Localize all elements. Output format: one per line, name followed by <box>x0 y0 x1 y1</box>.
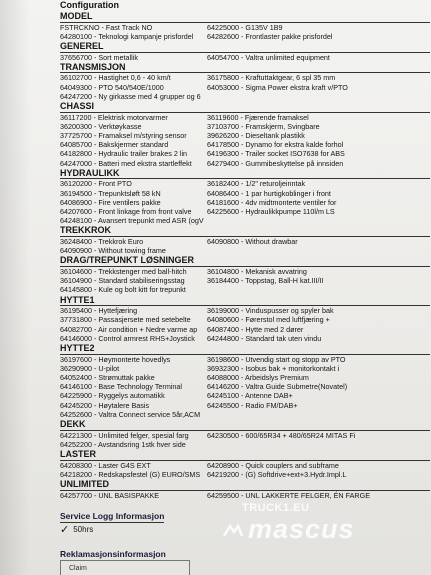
config-item: 64225000 - G135V 1B9 <box>207 22 283 32</box>
config-item: 64252200 - Avstandsring 1stk hver side <box>60 439 186 449</box>
config-item: 64145800 - Kule og bolt kitt for trepunkt <box>60 285 186 295</box>
config-item: 64259500 - UNL LAKKERTE FELGER, ÉN FARGE <box>207 490 370 500</box>
config-item: 64146200 - Valtra Guide Submetre(Novatel) <box>207 382 348 392</box>
config-item: 64279400 - Gummibeskyttelse på innsiden <box>207 158 344 168</box>
config-row <box>60 364 430 373</box>
config-item: 64207600 - Front linkage from front valve <box>60 207 192 217</box>
config-item: 36104900 - Standard stabiliseringsstag <box>60 276 185 286</box>
config-item: 64252600 - Valtra Connect service 5år,ACM <box>60 409 201 419</box>
config-item: 64282600 - Frontlaster pakke prisfordel <box>207 31 333 41</box>
config-row <box>60 401 430 410</box>
config-row <box>60 431 430 440</box>
config-item: 64248100 - Avansert trepunkt med ASR (ogV <box>60 216 204 226</box>
config-item: 36932300 - Isobus bak + monitorkontakt i <box>207 363 340 373</box>
config-item: 36119600 - Fjærende framaksel <box>207 112 309 122</box>
config-row <box>60 140 430 149</box>
service-value: 50hrs <box>73 524 94 534</box>
config-row <box>60 470 430 479</box>
section-header: MODEL <box>60 11 430 23</box>
config-item: 64245100 - Antenne DAB+ <box>207 391 293 401</box>
config-item: 64196300 - Trailer socket ISO7638 for ABS <box>207 149 345 159</box>
config-item: 36198600 - Utvendig start og stopp av PTO <box>207 354 346 364</box>
config-row <box>60 355 430 364</box>
config-item: 37103700 - Framskjerm, Svingbare <box>207 121 320 131</box>
config-item: 64054700 - Valtra unlimited equipment <box>207 52 330 62</box>
config-item: 36195400 - Hyttefjæring <box>60 306 138 316</box>
config-item: 64244800 - Standard tak uten vindu <box>207 333 322 343</box>
watermark-small: TRUCK1.EU <box>242 502 310 514</box>
config-item <box>207 285 430 294</box>
claim-table-header <box>60 560 190 575</box>
config-row <box>60 131 430 140</box>
config-item: 64053000 - Sigma Power ekstra kraft v/PTO <box>207 82 348 92</box>
config-item: 36248400 - Trekkrok Euro <box>60 237 144 247</box>
config-item: 36200300 - Verktøykasse <box>60 121 142 131</box>
config-row <box>60 334 430 343</box>
check-icon: ✓ <box>60 523 70 536</box>
config-row <box>60 113 430 122</box>
config-row <box>60 440 430 449</box>
config-item: 37725700 - Framaksel m/styring sensor <box>60 131 187 140</box>
config-item: 64178500 - Dynamo for ekstra kalde forhol <box>207 140 344 150</box>
config-item: 64052400 - Strømuttak pakke <box>60 373 155 383</box>
config-item: 64080600 - Førerstol med luftfjæring + <box>207 315 330 325</box>
config-row <box>60 73 430 82</box>
config-item: 64088000 - Arbeidslys Premium <box>207 373 309 383</box>
config-row <box>60 32 430 41</box>
config-row <box>60 373 430 382</box>
config-row <box>60 92 430 101</box>
config-item: 64090900 - Without towing frame <box>60 246 166 256</box>
config-item <box>207 216 430 225</box>
section-header: LASTER <box>60 449 430 461</box>
config-row <box>60 315 430 324</box>
section-header: CHASSI <box>60 101 430 113</box>
config-row <box>60 325 430 334</box>
config-row <box>60 285 430 294</box>
config-item: 36194500 - Trepunktsløft 58 kN <box>60 188 161 198</box>
section-header: DRAG/TREPUNKT LØSNINGER <box>60 255 430 267</box>
config-row <box>60 179 430 188</box>
config-item: 64085700 - Bakskjermer standard <box>60 140 169 150</box>
config-row <box>60 216 430 225</box>
doc-title: Configuration <box>60 0 119 10</box>
config-item: 64257700 - UNL BASISPAKKE <box>60 490 160 500</box>
config-item: 36104800 - Mekanisk avvatring <box>207 267 307 277</box>
config-item: 64181600 - 4dv midtmonterte ventiler for <box>207 197 337 207</box>
watermark <box>222 502 427 544</box>
config-row <box>60 237 430 246</box>
config-row <box>60 267 430 276</box>
config-item: 64049300 - PTO 540/540E/1000 <box>60 82 164 92</box>
config-row <box>60 410 430 419</box>
config-row <box>60 246 430 255</box>
section-header: HYTTE2 <box>60 343 430 355</box>
section-header: GENEREL <box>60 41 430 53</box>
config-row <box>60 83 430 92</box>
config-item: 36102700 - Hastighet 0,6 - 40 km/t <box>60 73 171 83</box>
config-row <box>60 149 430 158</box>
section-header: TRANSMISJON <box>60 62 430 74</box>
config-item: 64225900 - Ryggelys automatikk <box>60 391 165 401</box>
config-row <box>60 391 430 400</box>
claim-column: Claim <box>69 565 87 572</box>
config-item: 64087400 - Hytte med 2 dører <box>207 324 304 334</box>
watermark-big <box>222 514 427 544</box>
config-item: 64230500 - 600/65R34 + 480/65R24 MITAS Fi <box>207 430 356 440</box>
config-row <box>60 23 430 32</box>
config-item: 36199000 - Vinduspusser og spyler bak <box>207 306 334 316</box>
config-row <box>60 276 430 285</box>
config-item: 36182400 - 1/2" returoljeinntak <box>207 179 306 189</box>
config-row <box>60 461 430 470</box>
config-list <box>60 0 430 562</box>
config-item <box>207 92 430 101</box>
config-item: 64225600 - Hydraulikkpumpe 110l/m LS <box>207 207 335 217</box>
config-item: 64208900 - Quick couplers and subframe <box>207 460 339 470</box>
config-item <box>207 440 430 449</box>
config-row <box>60 198 430 207</box>
config-item: 36120200 - Front PTO <box>60 179 132 189</box>
claims-title: Reklamasjonsinformasjon <box>60 548 166 559</box>
config-item: 64082700 - Air condition + Nedre varme ap <box>60 324 198 334</box>
config-item: 64090800 - Without drawbar <box>207 237 298 247</box>
mascus-logo-icon <box>222 524 244 538</box>
section-header: DEKK <box>60 419 430 431</box>
config-item: 36175800 - Kraftuttaktgear, 6 spl 35 mm <box>207 73 336 83</box>
config-item: 36290900 - U-pilot <box>60 363 120 373</box>
config-row <box>60 491 430 500</box>
section-header: HYDRAULIKK <box>60 168 430 180</box>
config-item: 64221300 - Unlimited felger, spesial farg <box>60 430 189 440</box>
page-shadow <box>0 0 30 575</box>
config-row <box>60 53 430 62</box>
config-item: 64247200 - Ny girkasse med 4 grupper og 6 <box>60 91 201 101</box>
sections-container <box>60 11 430 500</box>
config-item: 64280100 - Teknologi kampanje prisfordel <box>60 31 194 41</box>
config-row <box>60 306 430 315</box>
config-item: 64245500 - Radio FM/DAB+ <box>207 400 298 410</box>
config-item: 64208300 - Laster G4S EXT <box>60 460 151 470</box>
section-header: HYTTE1 <box>60 295 430 307</box>
config-item: 36197600 - Høymonterte hovedlys <box>60 354 171 364</box>
config-item: 36184400 - Toppstag, Ball-H kat.III/II <box>207 276 324 286</box>
config-row <box>60 382 430 391</box>
config-item: 36117200 - Elektrisk motorvarmer <box>60 112 168 122</box>
config-item <box>207 410 430 419</box>
config-item: 64247000 - Batteri med ekstra startleffekt <box>60 158 192 168</box>
config-item: 64086900 - Fire ventilers pakke <box>60 197 161 207</box>
config-item: 64146000 - Control armrest RHS+Joystick <box>60 333 195 343</box>
section-header: UNLIMITED <box>60 479 430 491</box>
config-item: 39626200 - Dieseltank plastikk <box>207 131 305 140</box>
config-item: 37731800 - Passasjersete med setebelte <box>60 315 191 325</box>
watermark-text: mascus <box>248 514 355 544</box>
config-item: FSTRCKNO - Fast Track NO <box>60 22 153 32</box>
config-item: 37656700 - Sort metallik <box>60 52 138 62</box>
config-item: 64146100 - Base Technology Terminal <box>60 382 183 392</box>
config-item: 64245200 - Høytalere Basis <box>60 400 150 410</box>
config-row <box>60 159 430 168</box>
section-header: TREKKROK <box>60 225 430 237</box>
service-title: Service Logg Informasjon <box>60 510 165 521</box>
config-item: 64086400 - 1 par hurtigkoblinger i front <box>207 188 331 198</box>
config-item: 64182800 - Hydraulic trailer brakes 2 lin <box>60 149 188 159</box>
config-row <box>60 189 430 198</box>
config-item <box>207 246 430 255</box>
config-row <box>60 122 430 131</box>
config-item: 64219200 - (G) Softdrive+ext+3.Hydr.Impl.L <box>207 469 347 479</box>
config-row <box>60 207 430 216</box>
config-item: 64218200 - Redskapsfestel (G) EURO/SMS <box>60 469 201 479</box>
config-item: 36104600 - Trekkstenger med ball-hitch <box>60 267 187 277</box>
